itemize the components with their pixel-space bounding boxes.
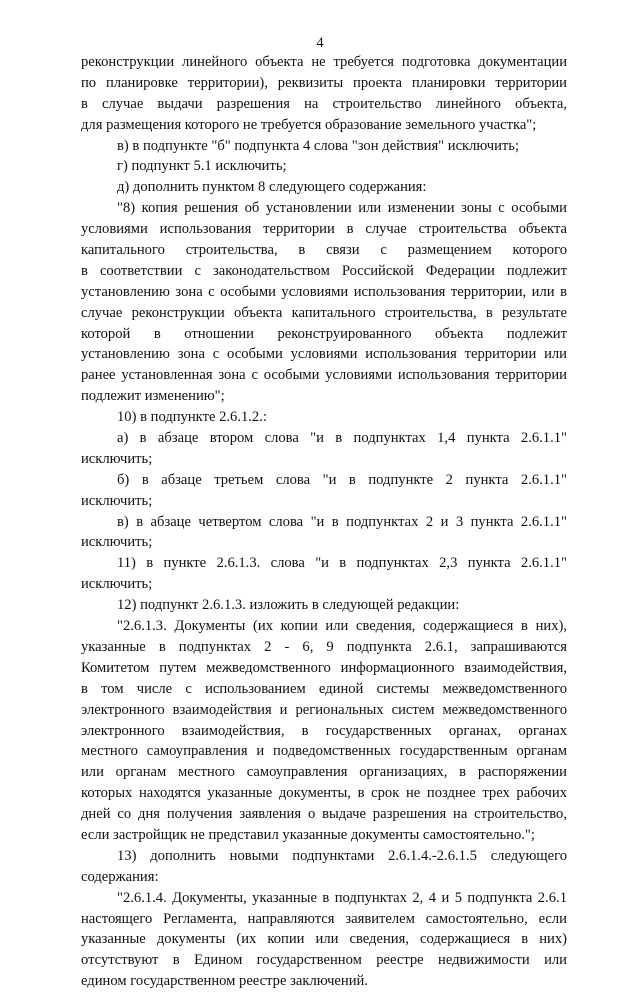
text-line: 11) в пункте 2.6.1.3. слова "и в подпунктах 2,3 пункта 2.6.1.1" [117, 555, 567, 572]
text-line: электронного взаимодействия и региональных систем межведомственного [81, 701, 567, 718]
text-line: "2.6.1.4. Документы, указанные в подпунктах 2, 4 и 5 подпункта 2.6.1 [117, 889, 567, 906]
text-line: 13) дополнить новыми подпунктами 2.6.1.4.-2.6.1.5 следующего [117, 847, 567, 864]
text-line: а) в абзаце втором слова "и в подпунктах 1,4 пункта 2.6.1.1" [117, 430, 567, 447]
text-line: капитального строительства, в связи с размещением которого [81, 242, 567, 259]
text-line: для размещения которого не требуется образование земельного участка"; [81, 116, 537, 133]
text-line: 10) в подпункте 2.6.1.2.: [117, 409, 267, 426]
text-line: исключить; [81, 576, 153, 593]
text-line: указанные в подпунктах 2 - 6, 9 подпункта 2.6.1, запрашиваются [81, 638, 567, 655]
text-line: которой в отношении реконструированного объекта подлежит [81, 325, 567, 342]
text-line: условиями использования территории в случае строительства объекта [81, 221, 567, 238]
text-line: в том числе с использованием единой системы межведомственного [81, 680, 567, 697]
text-line: отсутствуют в Едином государственном реестре недвижимости или [81, 952, 567, 969]
text-line: местного самоуправления и подведомственных государственным органам [81, 743, 567, 760]
text-line: в соответствии с законодательством Российской Федерации подлежит [81, 262, 567, 279]
text-line: дней со дня получения заявления о выдаче разрешения на строительство, [81, 806, 567, 823]
text-line: б) в абзаце третьем слова "и в подпункте 2 пункта 2.6.1.1" [117, 471, 567, 488]
text-line: Комитетом путем межведомственного информационного взаимодействия, [81, 659, 567, 676]
text-line: которых находятся указанные документы, в срок не позднее трех рабочих [81, 785, 567, 802]
text-line: "8) копия решения об установлении или изменении зоны с особыми [117, 200, 567, 217]
text-line: едином государственном реестре заключений. [81, 973, 368, 990]
text-line: указанные документы (их копии или сведения, содержащиеся в них) [81, 931, 567, 948]
text-line: ранее установленная зона с особыми условиями использования территории [81, 367, 567, 384]
text-line: настоящего Регламента, направляются заявителем самостоятельно, если [81, 910, 567, 927]
text-line: установлению зона с особыми условиями использования территории или [81, 346, 567, 363]
text-line: исключить; [81, 492, 153, 509]
text-line: по планировке территории), реквизиты проекта планировки территории [81, 74, 567, 91]
text-line: "2.6.1.3. Документы (их копии или сведения, содержащиеся в них), [117, 618, 567, 635]
text-line: случае реконструкции объекта капитального строительства, в результате [81, 304, 567, 321]
text-line: или органам местного самоуправления организациях, в распоряжении [81, 764, 567, 781]
document-body [81, 52, 567, 992]
text-line: в) в абзаце четвертом слова "и в подпунктах 2 и 3 пункта 2.6.1.1" [117, 513, 567, 530]
text-line: содержания: [81, 868, 159, 885]
text-line: в) в подпункте "б" подпункта 4 слова "зон действия" исключить; [117, 137, 520, 154]
text-line: реконструкции линейного объекта не требуется подготовка документации [81, 54, 567, 70]
text-line: электронного взаимодействия, в государственных органах, органах [81, 722, 567, 739]
text-line: установлению зона с особыми условиями использования территории, или в [81, 283, 567, 300]
text-line: исключить; [81, 450, 153, 467]
text-line: 12) подпункт 2.6.1.3. изложить в следующей редакции: [117, 597, 460, 614]
text-line: в случае выдачи разрешения на строительство линейного объекта, [81, 95, 567, 112]
text-line: если застройщик не представил указанные документы самостоятельно."; [81, 826, 535, 843]
page-number: 4 [316, 35, 324, 51]
text-line: д) дополнить пунктом 8 следующего содержания: [117, 179, 427, 196]
text-line: исключить; [81, 534, 153, 551]
text-line: подлежит изменению"; [81, 388, 225, 405]
text-line: г) подпункт 5.1 исключить; [117, 158, 287, 175]
